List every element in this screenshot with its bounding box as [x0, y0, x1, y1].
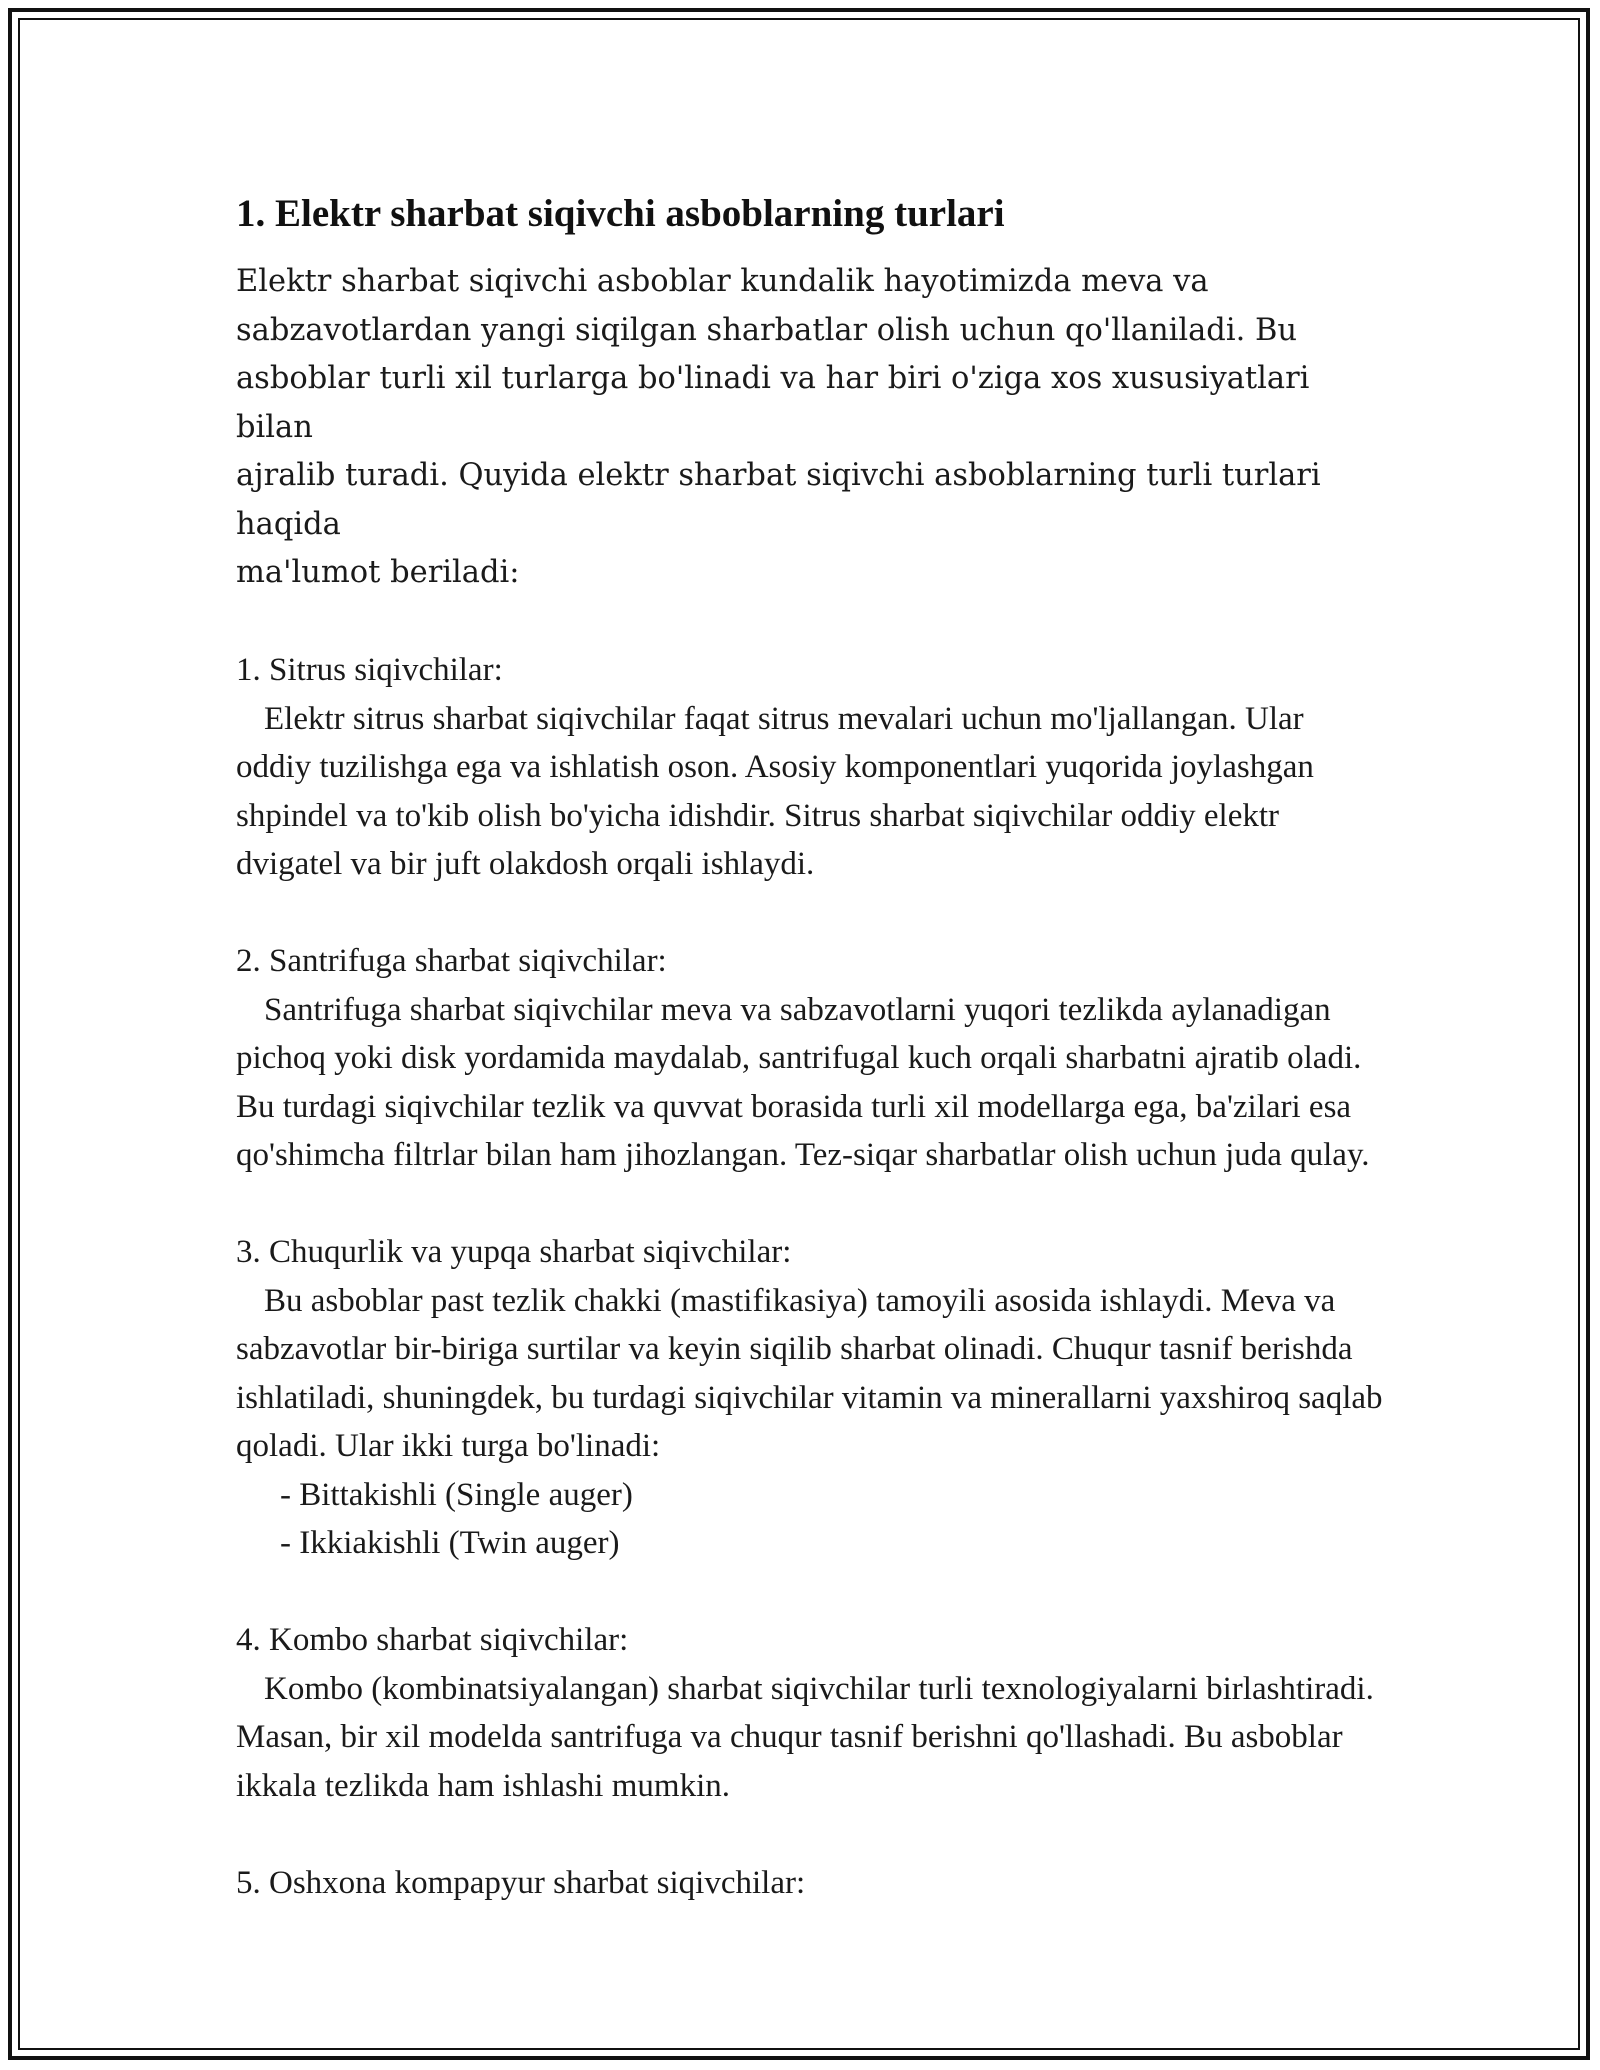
section-santrifuga	[236, 937, 1386, 1180]
intro-line: asboblar turli xil turlarga bo'linadi va har biri o'ziga xos xususiyatlari bilan	[236, 361, 1310, 445]
intro-line: ma'lumot beriladi:	[236, 555, 520, 590]
section-chuqurlik	[236, 1228, 1386, 1568]
auger-type-list	[236, 1471, 1386, 1568]
list-item: - Ikkiakishli (Twin auger)	[280, 1525, 620, 1561]
section-body: Santrifuga sharbat siqivchilar meva va sabzavotlarni yuqori tezlikda aylanadigan pichoq yoki disk yordamida maydalab, santrifugal kuch orqali sharbatni ajratib oladi. Bu turdagi siqivchilar tezlik va quvvat borasida turli xil modellarga ega, ba'zilari esa qo'shimcha filtrlar bilan ham jihozlangan. Tez-siqar sharbatlar olish uchun juda qulay.	[236, 991, 1370, 1173]
section-kombo	[236, 1616, 1386, 1810]
intro-line: ajralib turadi. Quyida elektr sharbat siqivchi asboblarning turli turlari haqida	[236, 458, 1321, 542]
intro-line: sabzavotlardan yangi siqilgan sharbatlar olish uchun qo'llaniladi. Bu	[236, 312, 1298, 348]
section-body: Kombo (kombinatsiyalangan) sharbat siqivchilar turli texnologiyalarni birlashtiradi. Masan, bir xil modelda santrifuga va chuqur tasnif berishni qo'llashadi. Bu asboblar ikkala tezlikda ham ishlashi mumkin.	[236, 1670, 1374, 1804]
intro-paragraph	[236, 258, 1386, 598]
section-oshxona	[236, 1859, 1386, 1908]
section-heading: 2. Santrifuga sharbat siqivchilar:	[236, 943, 667, 979]
section-heading: 1. Sitrus siqivchilar:	[236, 652, 503, 688]
section-heading: 3. Chuqurlik va yupqa sharbat siqivchilar:	[236, 1234, 792, 1270]
document-body	[236, 190, 1386, 1907]
list-item: - Bittakishli (Single auger)	[280, 1476, 633, 1513]
section-heading: 5. Oshxona kompapyur sharbat siqivchilar:	[236, 1864, 806, 1901]
section-heading: 4. Kombo sharbat siqivchilar:	[236, 1622, 629, 1658]
section-body: Bu asboblar past tezlik chakki (mastifikasiya) tamoyili asosida ishlaydi. Meva va sabzavotlar bir-biriga surtilar va keyin siqilib sharbat olinadi. Chuqur tasnif berishda ishlatiladi, shuningdek, bu turdagi siqivchilar vitamin va minerallarni yaxshiroq saqlab qoladi. Ular ikki turga bo'linadi:	[236, 1282, 1383, 1464]
section-sitrus	[236, 646, 1386, 889]
intro-line: Elektr sharbat siqivchi asboblar kundalik hayotimizda meva va	[236, 264, 1209, 299]
document-title: 1. Elektr sharbat siqivchi asboblarning turlari	[236, 192, 1005, 235]
section-body: Elektr sitrus sharbat siqivchilar faqat sitrus mevalari uchun mo'ljallangan. Ular oddiy tuzilishga ega va ishlatish oson. Asosiy komponentlari yuqorida joylashgan shpindel va to'kib olish bo'yicha idishdir. Sitrus sharbat siqivchilar oddiy elektr dvigatel va bir juft olakdosh orqali ishlaydi.	[236, 700, 1314, 882]
